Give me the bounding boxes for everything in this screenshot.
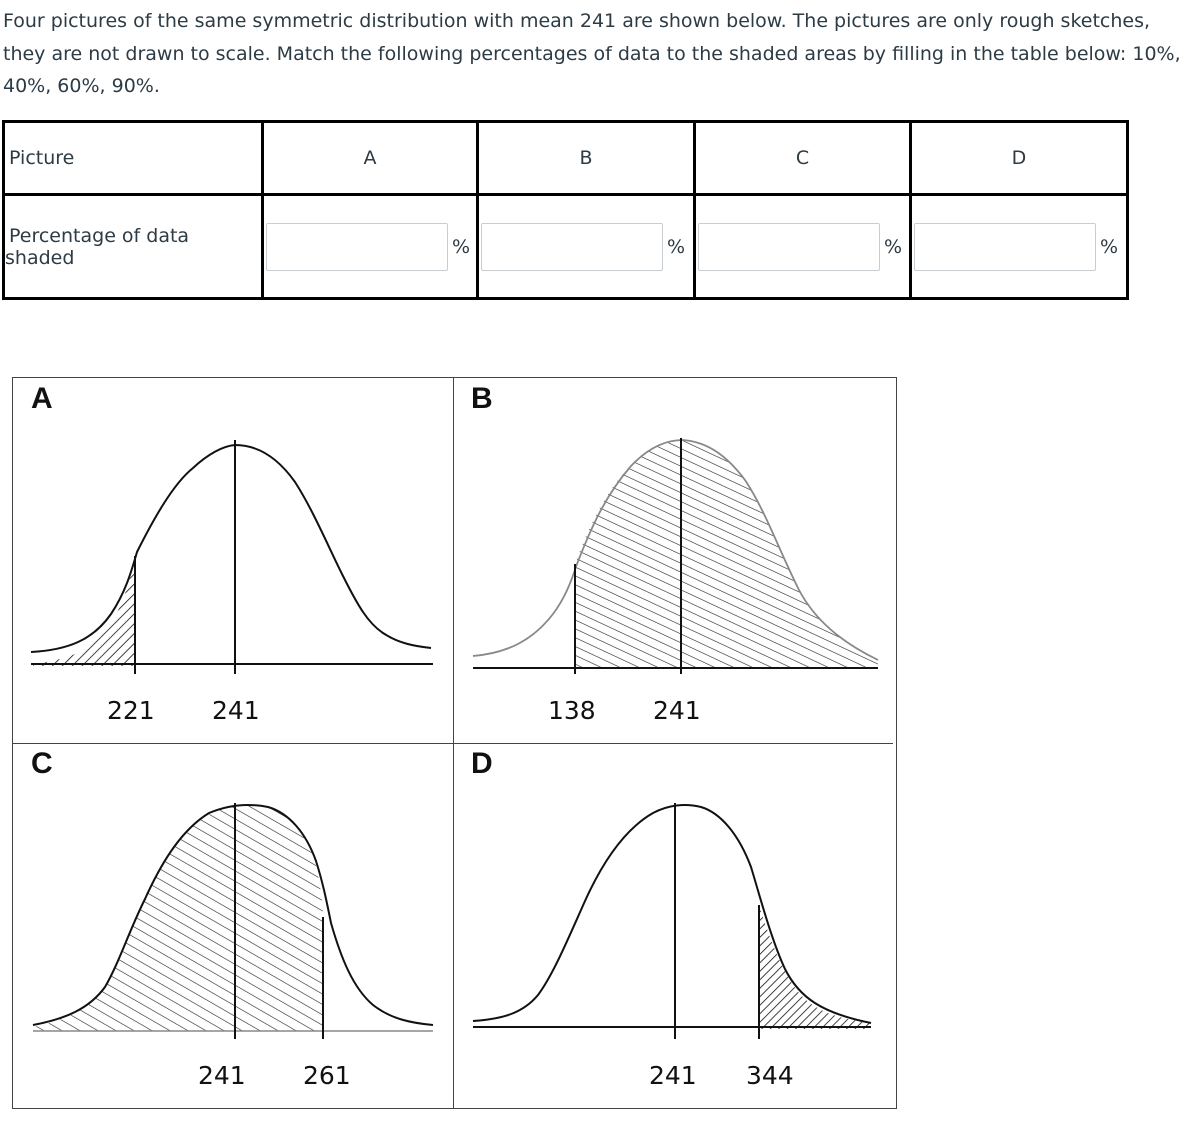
percent-sign-a: % <box>452 235 471 258</box>
column-header-b: B <box>478 122 695 195</box>
picture-d-mean-label: 241 <box>649 1061 697 1090</box>
percentage-input-d[interactable] <box>914 223 1096 271</box>
picture-d-cut-label: 344 <box>746 1061 794 1090</box>
picture-b-mean-label: 241 <box>653 696 701 725</box>
picture-b <box>453 378 893 744</box>
picture-c-mean-label: 241 <box>198 1061 246 1090</box>
picture-d <box>453 743 893 1108</box>
picture-a-cut-label: 221 <box>107 696 155 725</box>
shaded-region-d <box>759 905 871 1029</box>
picture-c <box>13 743 454 1108</box>
column-header-c: C <box>695 122 911 195</box>
shaded-region-b <box>575 440 878 668</box>
picture-c-letter: C <box>31 747 53 780</box>
picture-d-letter: D <box>471 747 493 780</box>
picture-b-curve <box>453 378 893 743</box>
answer-table <box>2 120 1129 300</box>
percent-sign-c: % <box>884 235 903 258</box>
percent-sign-b: % <box>667 235 686 258</box>
column-header-d: D <box>911 122 1128 195</box>
picture-a-mean-label: 241 <box>212 696 260 725</box>
picture-c-cut-label: 261 <box>303 1061 351 1090</box>
picture-c-curve <box>13 743 453 1108</box>
question-prompt: Four pictures of the same symmetric distribution with mean 241 are shown below. The pictures are only rough sketches, they are not drawn to scale. Match the following percentages of data to the shaded areas by filling in the table below: 10%, 40%, 60%, 90%. <box>3 10 1181 97</box>
percentage-input-a[interactable] <box>266 223 448 271</box>
percent-sign-d: % <box>1100 235 1119 258</box>
picture-b-letter: B <box>471 382 493 415</box>
percentage-input-c[interactable] <box>698 223 880 271</box>
picture-a-curve <box>13 378 453 743</box>
percentage-input-b[interactable] <box>481 223 663 271</box>
pictures-grid <box>12 377 897 1109</box>
row-label-percentage: Percentage of data shaded <box>5 224 190 269</box>
table-percentage-row <box>4 195 1128 299</box>
picture-b-cut-label: 138 <box>548 696 596 725</box>
shaded-region-c <box>33 805 323 1031</box>
column-header-a: A <box>263 122 478 195</box>
picture-d-curve <box>453 743 893 1108</box>
row-label-picture: Picture <box>9 147 75 169</box>
table-header-row <box>4 122 1128 195</box>
picture-a-letter: A <box>31 382 53 415</box>
picture-a <box>13 378 454 744</box>
